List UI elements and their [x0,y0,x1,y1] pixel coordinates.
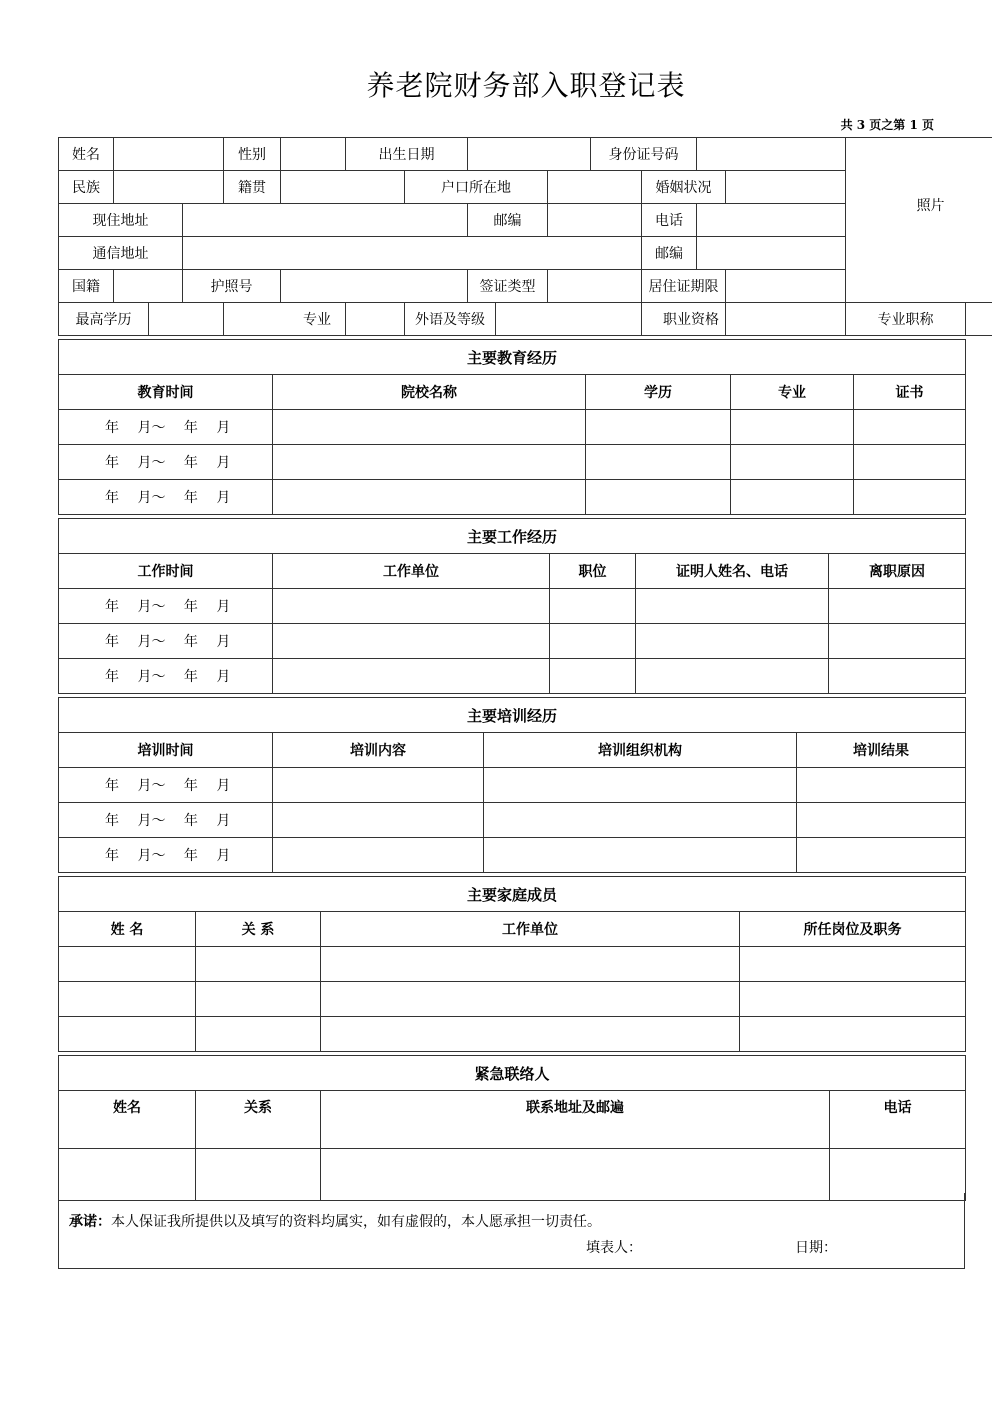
pledge-section [58,1193,965,1269]
input-cell[interactable] [196,947,321,982]
training-header: 培训结果 [797,733,966,768]
date-range[interactable]: 年 月～ 年 月 [59,480,273,515]
input-zip-code[interactable] [548,204,642,237]
input-cell[interactable] [321,947,740,982]
input-cell[interactable] [321,982,740,1017]
training-header: 培训时间 [59,733,273,768]
pledge-statement: 本人保证我所提供以及填写的资料均属实，如有虚假的，本人愿承担一切责任。 [111,1214,601,1230]
table-row [59,445,966,480]
work-header: 职位 [550,554,636,589]
input-cell[interactable] [550,659,636,694]
education-header: 院校名称 [273,375,586,410]
label-major: 专业 [224,303,346,336]
input-cell[interactable] [273,480,586,515]
filler-label: 填表人： [586,1240,642,1256]
input-passport[interactable] [281,270,468,303]
input-cell[interactable] [196,982,321,1017]
input-cell[interactable] [586,410,731,445]
label-residence-permit: 居住证期限 [642,270,726,303]
training-header: 培训内容 [273,733,484,768]
table-row [59,659,966,694]
input-cell[interactable] [273,838,484,873]
input-cell[interactable] [636,589,829,624]
label-language-level: 外语及等级 [405,303,496,336]
input-ethnicity[interactable] [114,171,224,204]
input-cell[interactable] [636,659,829,694]
education-header: 证书 [854,375,966,410]
input-cell[interactable] [59,947,196,982]
emergency-table [58,1055,966,1201]
input-cell[interactable] [273,768,484,803]
training-table [58,697,966,873]
photo-area[interactable]: 照片 [846,138,992,303]
input-cell[interactable] [273,589,550,624]
table-row [59,480,966,515]
input-professional-title[interactable] [966,303,992,336]
training-section-title: 主要培训经历 [59,698,966,733]
family-header: 关 系 [196,912,321,947]
input-gender[interactable] [281,138,346,171]
input-major[interactable] [346,303,405,336]
work-table [58,518,966,694]
input-native-place[interactable] [281,171,405,204]
emergency-header: 关系 [196,1091,321,1149]
date-range[interactable]: 年 月～ 年 月 [59,768,273,803]
family-header: 所任岗位及职务 [740,912,966,947]
input-marital-status[interactable] [726,171,936,204]
date-range[interactable]: 年 月～ 年 月 [59,838,273,873]
label-ethnicity: 民族 [59,171,114,204]
date-label: 日期： [795,1240,837,1256]
family-table [58,876,966,1052]
education-header: 专业 [731,375,854,410]
input-cell[interactable] [854,410,966,445]
table-row [59,410,966,445]
input-cell[interactable] [797,768,966,803]
family-section-title: 主要家庭成员 [59,877,966,912]
input-cell[interactable] [484,768,797,803]
work-section-title: 主要工作经历 [59,519,966,554]
input-cell[interactable] [550,589,636,624]
education-table [58,339,966,515]
input-highest-education[interactable] [149,303,224,336]
input-residence-permit[interactable] [726,270,846,303]
label-name: 姓名 [59,138,114,171]
family-header: 工作单位 [321,912,740,947]
input-cell[interactable] [829,624,966,659]
input-cell[interactable] [550,624,636,659]
input-cell[interactable] [731,445,854,480]
input-cell[interactable] [731,410,854,445]
input-birth-date[interactable] [468,138,591,171]
family-header: 姓 名 [59,912,196,947]
input-nationality[interactable] [114,270,183,303]
label-native-place: 籍贯 [224,171,281,204]
work-header: 工作单位 [273,554,550,589]
label-qualification: 职业资格 [642,303,726,336]
label-passport: 护照号 [183,270,281,303]
input-phone[interactable] [697,204,846,237]
input-cell[interactable] [273,624,550,659]
input-cell[interactable] [854,445,966,480]
input-cell[interactable] [797,803,966,838]
training-header: 培训组织机构 [484,733,797,768]
education-header: 教育时间 [59,375,273,410]
table-row [59,1017,966,1052]
education-section-title: 主要教育经历 [59,340,966,375]
date-range[interactable]: 年 月～ 年 月 [59,803,273,838]
input-mailing-address[interactable] [183,237,642,270]
label-nationality: 国籍 [59,270,114,303]
table-row [59,838,966,873]
form-title: 养老院财务部入职登记表 [366,69,686,102]
input-cell[interactable] [740,1017,966,1052]
label-visa-type: 签证类型 [468,270,548,303]
input-cell[interactable] [196,1017,321,1052]
table-row [59,982,966,1017]
pledge-label: 承诺： [69,1214,111,1230]
input-visa-type[interactable] [548,270,642,303]
date-range[interactable]: 年 月～ 年 月 [59,624,273,659]
label-highest-education: 最高学历 [59,303,149,336]
input-cell[interactable] [854,480,966,515]
work-header: 离职原因 [829,554,966,589]
emergency-header: 姓名 [59,1091,196,1149]
input-cell[interactable] [586,480,731,515]
input-language-level[interactable] [496,303,642,336]
date-range[interactable]: 年 月～ 年 月 [59,410,273,445]
page-info: 共 3 页之第 1 页 [840,118,934,132]
input-zip-code-2[interactable] [697,237,846,270]
table-row [59,624,966,659]
education-header: 学历 [586,375,731,410]
input-cell[interactable] [829,589,966,624]
emergency-header: 电话 [830,1091,966,1149]
label-marital-status: 婚姻状况 [642,171,726,204]
label-current-address: 现住地址 [59,204,183,237]
input-cell[interactable] [740,947,966,982]
table-row [59,947,966,982]
input-cell[interactable] [59,1017,196,1052]
input-cell[interactable] [636,624,829,659]
emergency-header: 联系地址及邮遍 [321,1091,830,1149]
pledge-text [69,1211,601,1231]
label-professional-title: 专业职称 [846,303,966,336]
input-cell[interactable] [484,838,797,873]
label-hukou: 户口所在地 [405,171,548,204]
input-cell[interactable] [586,445,731,480]
input-id-number[interactable] [697,138,846,171]
input-name[interactable] [114,138,224,171]
input-qualification[interactable] [726,303,846,336]
label-gender: 性别 [224,138,281,171]
input-cell[interactable] [731,480,854,515]
input-cell[interactable] [273,659,550,694]
label-zip-code-2: 邮编 [642,237,697,270]
date-range[interactable]: 年 月～ 年 月 [59,589,273,624]
table-row [59,768,966,803]
label-birth-date: 出生日期 [346,138,468,171]
label-id-number: 身份证号码 [591,138,697,171]
input-cell[interactable] [273,803,484,838]
input-cell[interactable] [59,982,196,1017]
date-range[interactable]: 年 月～ 年 月 [59,659,273,694]
emergency-section-title: 紧急联络人 [59,1056,966,1091]
table-row [59,803,966,838]
work-header: 证明人姓名、电话 [636,554,829,589]
work-header: 工作时间 [59,554,273,589]
input-cell[interactable] [273,445,586,480]
table-row [59,589,966,624]
input-cell[interactable] [829,659,966,694]
input-hukou[interactable] [548,171,642,204]
label-zip-code: 邮编 [468,204,548,237]
date-range[interactable]: 年 月～ 年 月 [59,445,273,480]
input-cell[interactable] [797,838,966,873]
basic-info-table [58,137,992,336]
label-mailing-address: 通信地址 [59,237,183,270]
input-cell[interactable] [740,982,966,1017]
input-cell[interactable] [321,1017,740,1052]
input-cell[interactable] [484,803,797,838]
input-cell[interactable] [273,410,586,445]
label-phone: 电话 [642,204,697,237]
input-current-address[interactable] [183,204,468,237]
